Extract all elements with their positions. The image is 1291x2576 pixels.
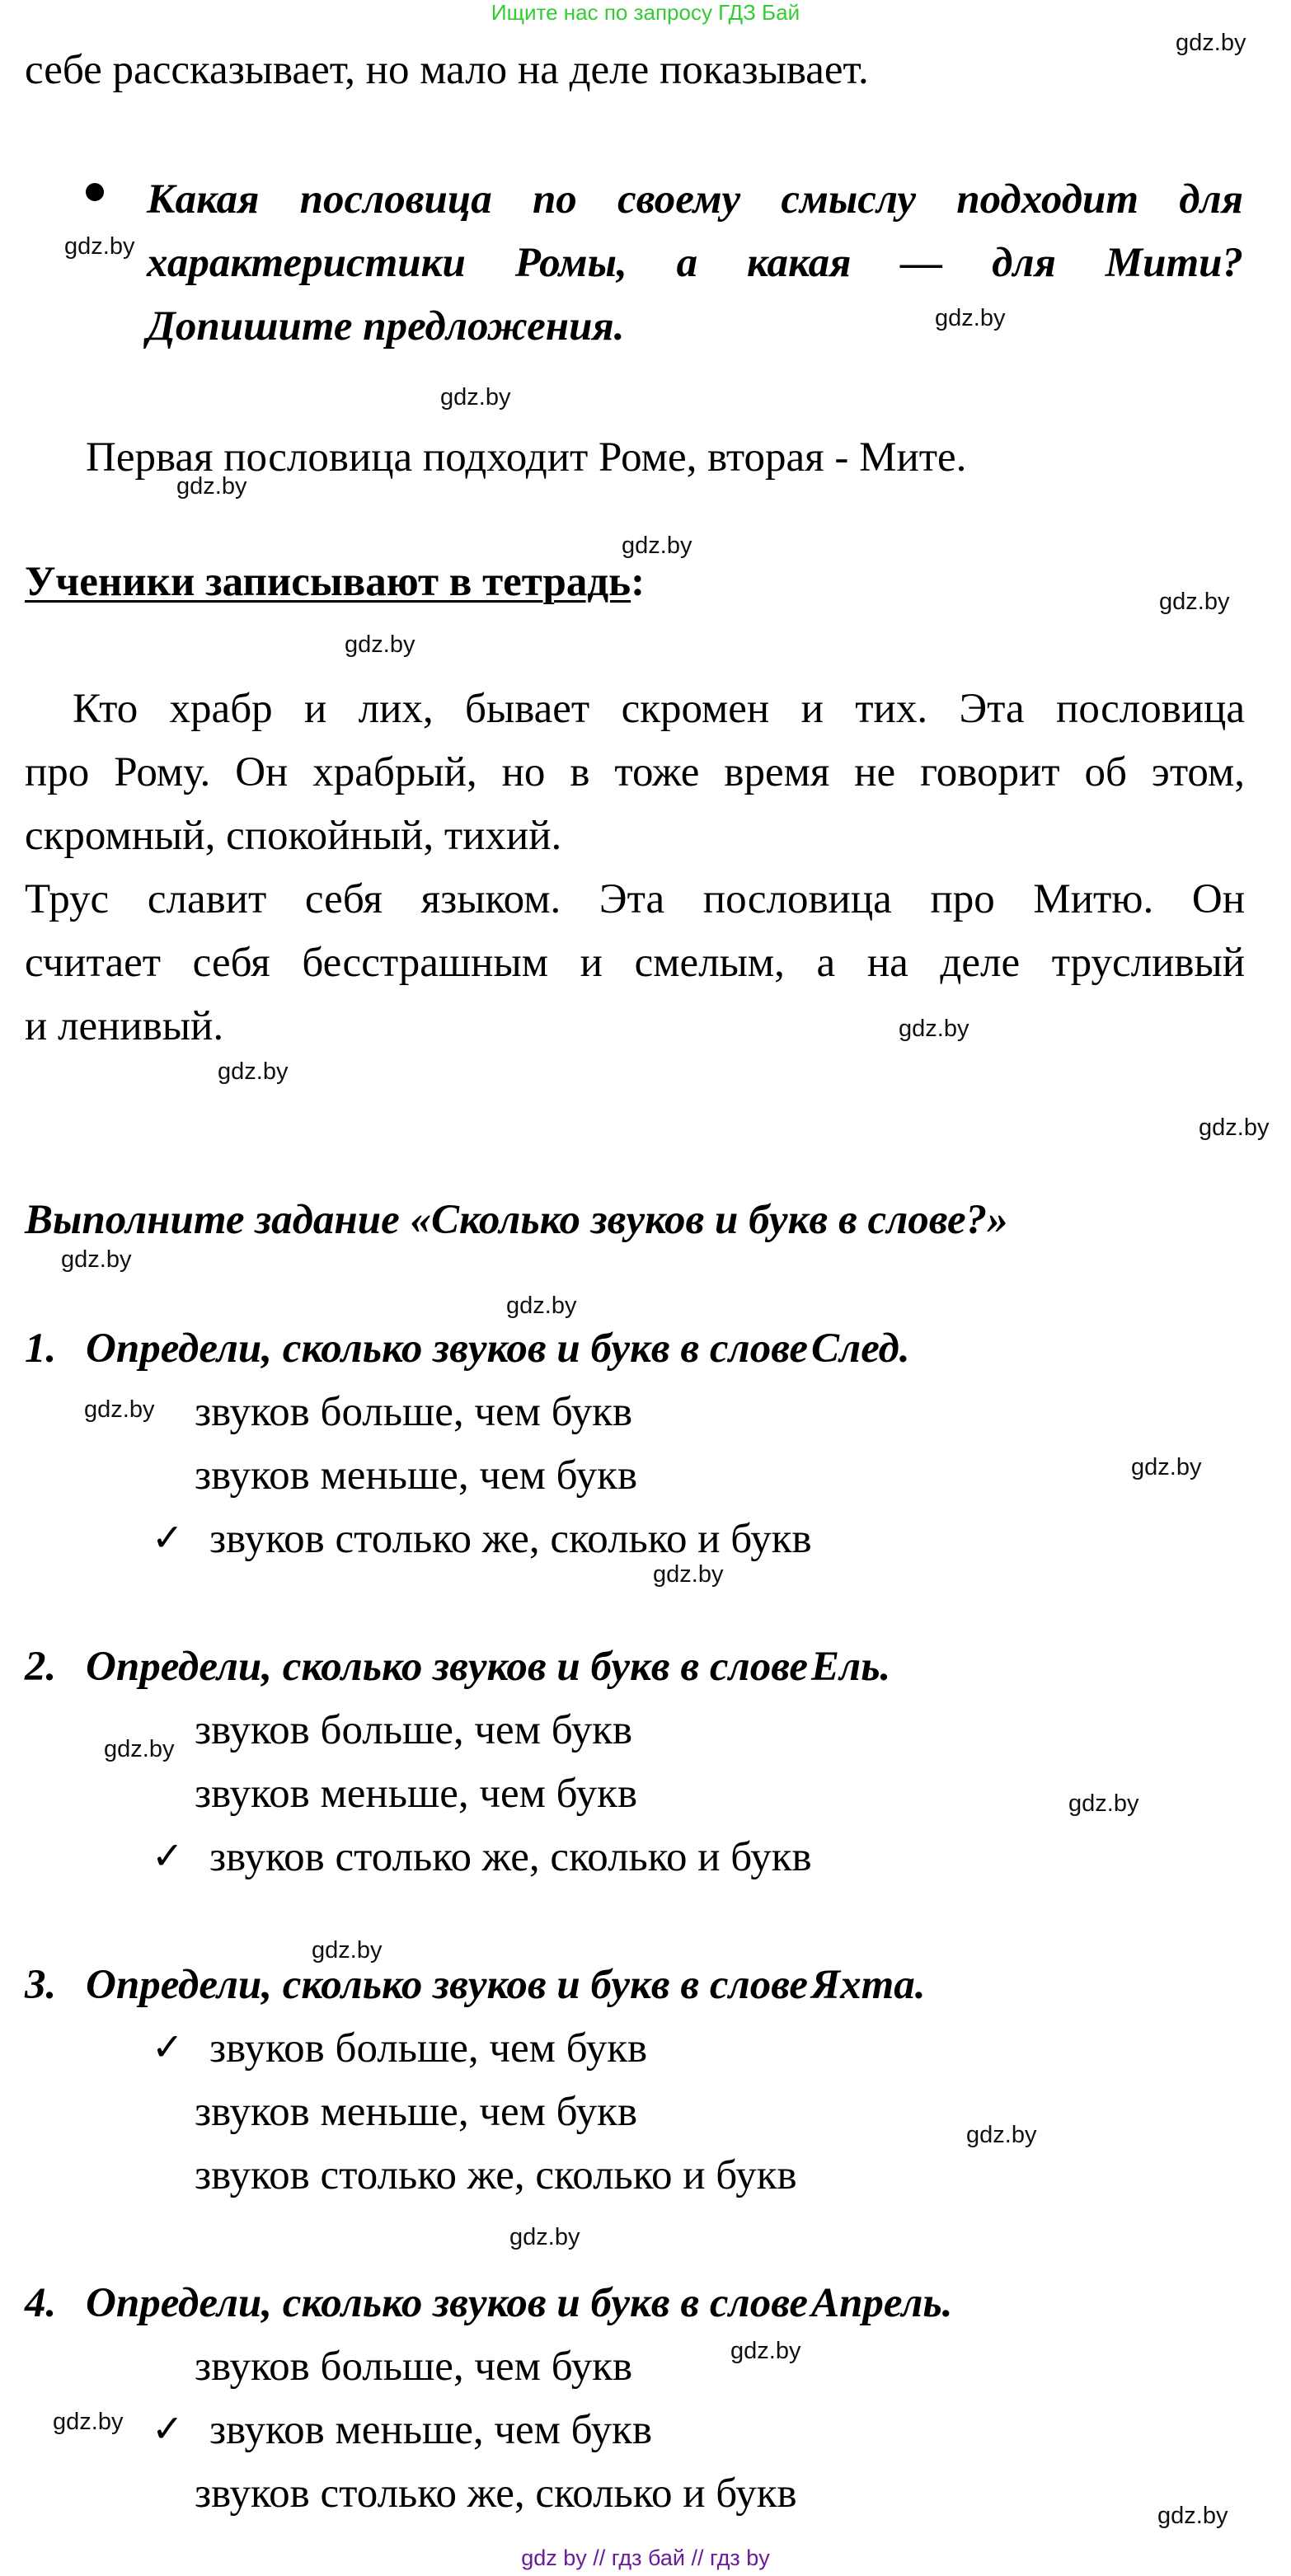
watermark: gdz.by <box>1131 1454 1202 1480</box>
task-option: звуков меньше, чем букв <box>195 1771 638 1817</box>
watermark: gdz.by <box>218 1058 289 1085</box>
watermark: gdz.by <box>440 384 511 411</box>
watermark: gdz.by <box>653 1561 724 1588</box>
task-question-3 <box>25 1954 926 2026</box>
task-word: Апрель <box>811 2280 942 2326</box>
footer: gdz by // гдз бай // гдз by <box>521 2546 770 2570</box>
watermark: gdz.by <box>84 1396 155 1423</box>
task-word: Ель <box>811 1644 880 1690</box>
task-end: . <box>899 1326 910 1372</box>
task-option: звуков больше, чем букв <box>195 2344 633 2390</box>
question-line: характеристики Ромы, а какая — для Мити? <box>147 240 1243 286</box>
watermark: gdz.by <box>176 473 247 500</box>
question-line: Допишите предложения. <box>147 303 625 350</box>
watermark: gdz.by <box>730 2338 801 2364</box>
notebook-heading-colon: : <box>631 559 646 605</box>
notebook-paragraph <box>25 678 1245 1058</box>
task-word: След <box>811 1326 899 1372</box>
task-end: . <box>880 1644 891 1690</box>
watermark: gdz.by <box>61 1246 132 1273</box>
top-banner: Ищите нас по запросу ГДЗ Бай <box>491 0 800 25</box>
watermark: gdz.by <box>899 1016 969 1042</box>
watermark: gdz.by <box>966 2122 1037 2148</box>
task-question-1 <box>25 1317 910 1390</box>
task-option: звуков столько же, сколько и букв <box>209 1516 812 1562</box>
task-option: звуков столько же, сколько и букв <box>195 2470 797 2517</box>
check-mark-icon: ✓ <box>152 1833 184 1878</box>
watermark: gdz.by <box>345 631 415 658</box>
watermark: gdz.by <box>53 2409 124 2435</box>
check-mark-icon: ✓ <box>152 1515 184 1560</box>
paragraph-line: считает себя бесстрашным и смелым, а на деле трусливый <box>25 940 1245 986</box>
question-block <box>147 168 1243 359</box>
task-number: 4. <box>25 2280 57 2326</box>
paragraph-line: и ленивый. <box>25 1003 224 1049</box>
watermark: gdz.by <box>312 1937 383 1964</box>
check-mark-icon: ✓ <box>152 2406 184 2451</box>
task-question-4 <box>25 2272 952 2344</box>
task-prompt: Определи, сколько звуков и букв в слове <box>86 1326 808 1372</box>
watermark: gdz.by <box>1157 2503 1228 2529</box>
intro-line: себе рассказывает, но мало на деле показывает. <box>25 47 869 93</box>
paragraph-line: про Рому. Он храбрый, но в тоже время не говорит об этом, <box>25 749 1245 795</box>
task-prompt: Определи, сколько звуков и букв в слове <box>86 2280 808 2326</box>
watermark: gdz.by <box>622 533 692 559</box>
bullet-icon <box>86 183 104 201</box>
task-prompt: Определи, сколько звуков и букв в слове <box>86 1962 808 2008</box>
task-option: звуков больше, чем букв <box>195 1707 633 1753</box>
task-option: звуков меньше, чем букв <box>195 2089 638 2135</box>
task-end: . <box>941 2280 953 2326</box>
paragraph-line: Трус славит себя языком. Эта пословица про Митю. Он <box>25 876 1245 922</box>
answer-line: Первая пословица подходит Роме, вторая - Мите. <box>86 434 967 481</box>
watermark: gdz.by <box>1159 589 1230 615</box>
task-end: . <box>914 1962 926 2008</box>
task-number: 2. <box>25 1644 57 1690</box>
task-number: 3. <box>25 1962 57 2008</box>
task-option: звуков столько же, сколько и букв <box>209 1834 812 1880</box>
task-number: 1. <box>25 1326 57 1372</box>
task-word: Яхта <box>811 1962 915 2008</box>
watermark: gdz.by <box>509 2224 580 2250</box>
task-option: звуков больше, чем букв <box>195 1389 633 1435</box>
watermark: gdz.by <box>506 1293 577 1319</box>
task-option: звуков столько же, сколько и букв <box>195 2152 797 2198</box>
notebook-heading <box>25 551 645 614</box>
watermark: gdz.by <box>104 1736 175 1762</box>
paragraph-line: скромный, спокойный, тихий. <box>25 813 562 859</box>
question-line: Какая пословица по своему смыслу подходит для <box>147 176 1243 223</box>
watermark: gdz.by <box>1199 1114 1270 1141</box>
paragraph-line: Кто храбр и лих, бывает скромен и тих. Эта пословица <box>73 686 1245 732</box>
task-question-2 <box>25 1635 890 1708</box>
task-option: звуков меньше, чем букв <box>195 1452 638 1499</box>
task-heading: Выполните задание «Сколько звуков и букв в слове?» <box>25 1197 1008 1243</box>
check-mark-icon: ✓ <box>152 2025 184 2069</box>
notebook-heading-text: Ученики записывают в тетрадь <box>25 559 631 605</box>
watermark: gdz.by <box>64 233 135 260</box>
task-option: звуков больше, чем букв <box>209 2025 648 2072</box>
watermark: gdz.by <box>1176 30 1246 56</box>
watermark: gdz.by <box>1068 1790 1139 1817</box>
task-option: звуков меньше, чем букв <box>209 2407 653 2453</box>
task-prompt: Определи, сколько звуков и букв в слове <box>86 1644 808 1690</box>
watermark: gdz.by <box>935 305 1006 331</box>
